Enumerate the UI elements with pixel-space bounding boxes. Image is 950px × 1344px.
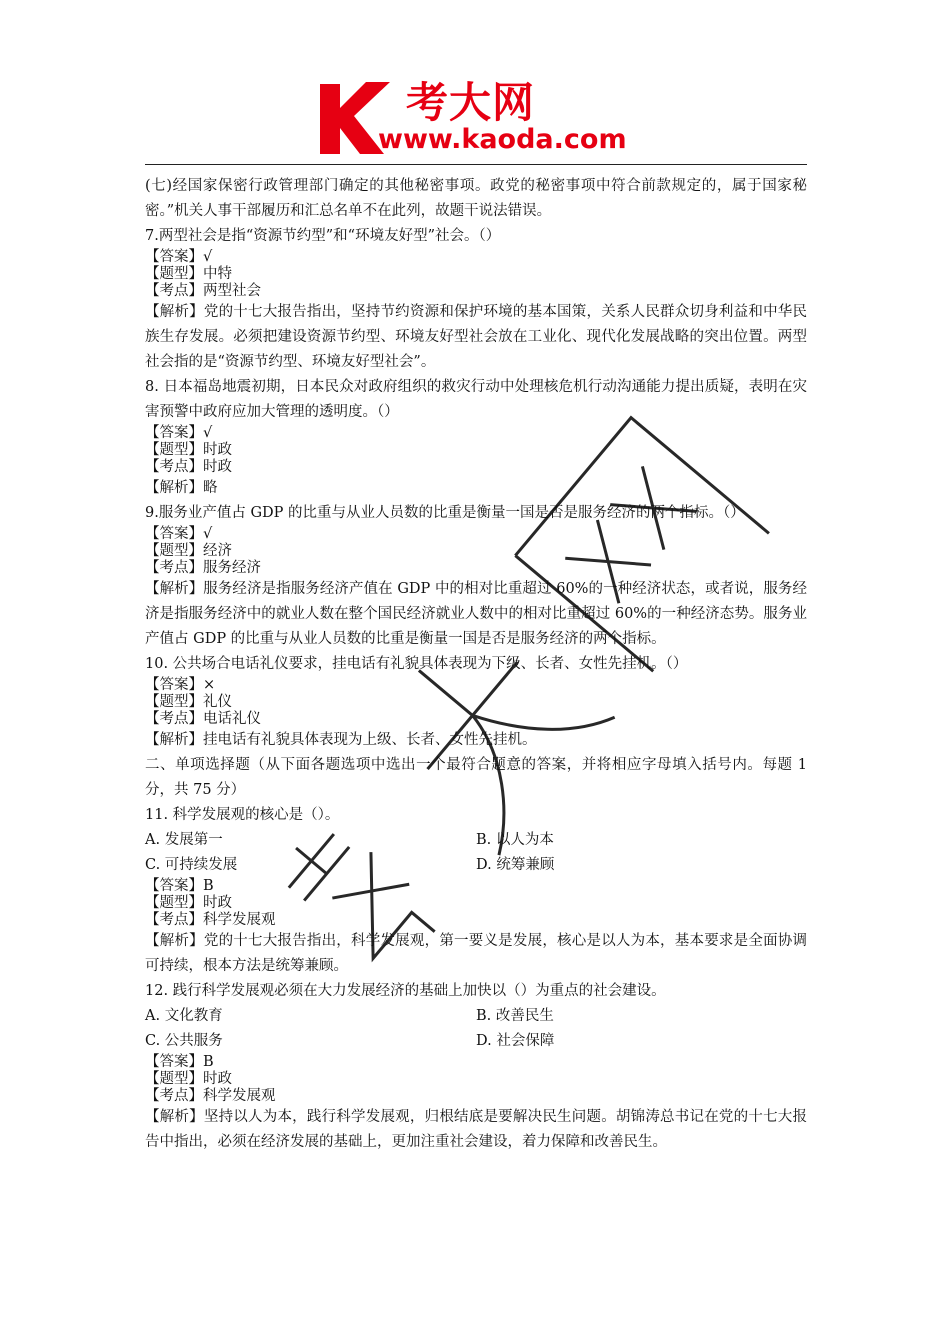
document-body: [145, 174, 807, 1155]
logo-url-text: www.kaoda.com: [378, 124, 627, 155]
answer-option: B. 以人为本: [476, 832, 554, 848]
meta-line: 【考点】科学发展观: [145, 1088, 276, 1104]
meta-line: 【考点】时政: [145, 459, 232, 475]
text-paragraph: 【解析】坚持以人为本，践行科学发展观，归根结底是要解决民生问题。胡锦涛总书记在党的十七大报告中指出，必须在经济发展的基础上，更加注重社会建设，着力保障和改善民生。: [145, 1109, 807, 1150]
meta-line: 【答案】√: [145, 425, 213, 441]
text-paragraph: 【解析】党的十七大报告指出，科学发展观，第一要义是发展，核心是以人为本，基本要求是全面协调可持续，根本方法是统筹兼顾。: [145, 933, 807, 974]
meta-line: 【题型】时政: [145, 442, 232, 458]
text-paragraph: 10. 公共场合电话礼仪要求，挂电话有礼貌具体表现为下级、长者、女性先挂机。（）: [145, 656, 688, 672]
meta-line: 【题型】中特: [145, 266, 232, 282]
answer-option: B. 改善民生: [476, 1008, 554, 1024]
text-paragraph: 【解析】略: [145, 480, 218, 496]
text-paragraph: 【解析】挂电话有礼貌具体表现为上级、长者、女性先挂机。: [145, 732, 537, 748]
answer-option: C. 公共服务: [145, 1033, 223, 1049]
meta-line: 【答案】√: [145, 526, 213, 542]
answer-option: D. 统筹兼顾: [476, 857, 555, 873]
answer-option: A. 文化教育: [145, 1008, 223, 1024]
text-paragraph: (七)经国家保密行政管理部门确定的其他秘密事项。政党的秘密事项中符合前款规定的，属于国家秘密。”机关人事干部履历和汇总名单不在此列，故题干说法错误。: [145, 178, 807, 219]
answer-options: [145, 828, 807, 878]
kaoda-logo: [318, 78, 648, 158]
meta-line: 【考点】两型社会: [145, 283, 261, 299]
answer-option: D. 社会保障: [476, 1033, 555, 1049]
text-paragraph: 12. 践行科学发展观必须在大力发展经济的基础上加快以（）为重点的社会建设。: [145, 983, 666, 999]
text-paragraph: 二、单项选择题（从下面各题选项中选出一个最符合题意的答案，并将相应字母填入括号内。每题 1 分，共 75 分）: [145, 757, 807, 798]
meta-line: 【答案】B: [145, 1054, 214, 1070]
meta-line: 【考点】服务经济: [145, 560, 261, 576]
logo-brand-text: 考大网: [406, 78, 536, 127]
answer-option: A. 发展第一: [145, 832, 223, 848]
meta-line: 【题型】礼仪: [145, 694, 232, 710]
meta-line: 【考点】科学发展观: [145, 912, 276, 928]
answer-option: C. 可持续发展: [145, 857, 238, 873]
meta-line: 【考点】电话礼仪: [145, 711, 261, 727]
meta-line: 【题型】时政: [145, 895, 232, 911]
text-paragraph: 11. 科学发展观的核心是（）。: [145, 807, 340, 823]
text-paragraph: 【解析】党的十七大报告指出，坚持节约资源和保护环境的基本国策，关系人民群众切身利益和中华民族生存发展。必须把建设资源节约型、环境友好型社会放在工业化、现代化发展战略的突出位置。两型社会指的是“资源节约型、环境友好型社会”。: [145, 304, 807, 370]
answer-options: [145, 1004, 807, 1054]
meta-line: 【答案】×: [145, 677, 216, 693]
meta-line: 【题型】经济: [145, 543, 232, 559]
header-divider: [145, 164, 807, 165]
text-paragraph: 7.两型社会是指“资源节约型”和“环境友好型”社会。（）: [145, 228, 501, 244]
text-paragraph: 9.服务业产值占 GDP 的比重与从业人员数的比重是衡量一国是否是服务经济的两个指标。（）: [145, 505, 745, 521]
text-paragraph: 【解析】服务经济是指服务经济产值在 GDP 中的相对比重超过 60%的一种经济状态，或者说，服务经济是指服务经济中的就业人数在整个国民经济就业人数中的相对比重超过 60%的一种经济态势。服务业产值占 GDP 的比重与从业人员数的比重是衡量一国是否是服务经济的两个指标。: [145, 581, 807, 647]
meta-line: 【答案】B: [145, 878, 214, 894]
meta-line: 【题型】时政: [145, 1071, 232, 1087]
text-paragraph: 8. 日本福岛地震初期，日本民众对政府组织的救灾行动中处理核危机行动沟通能力提出质疑，表明在灾害预警中政府应加大管理的透明度。（）: [145, 379, 807, 420]
meta-line: 【答案】√: [145, 249, 213, 265]
